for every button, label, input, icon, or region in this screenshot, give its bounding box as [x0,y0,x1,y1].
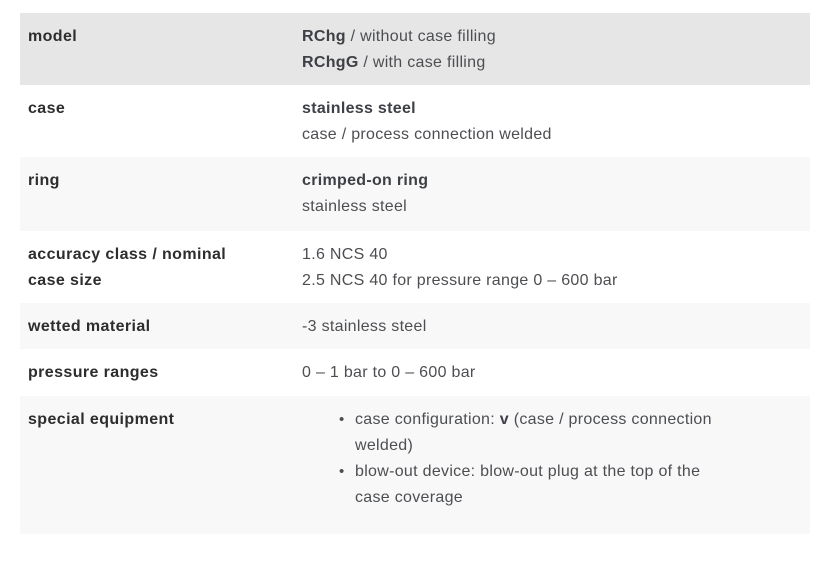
row-label-accuracy-class: accuracy class / nominal case size [28,246,227,289]
row-value-model [302,13,810,85]
row-value-ring [302,157,810,231]
list-item-case-configuration [302,407,727,459]
value-segment: case configuration: [355,411,500,428]
row-value-accuracy-class [302,231,810,303]
spec-row-ring [20,157,810,231]
special-equipment-list [302,407,727,511]
value-line [302,96,794,122]
value-segment-strong: RChg [302,28,346,45]
value-line [302,314,794,340]
value-segment: / without case filling [345,28,496,45]
value-line [302,194,794,220]
spec-row-pressure-ranges [20,349,810,396]
row-label-model: model [28,28,78,45]
spec-row-wetted-material [20,303,810,349]
value-segment-strong: stainless steel [302,100,416,117]
spec-row-case [20,85,810,157]
bullet-icon: • [339,411,345,428]
row-value-pressure-ranges [302,349,810,396]
value-segment: 2.5 NCS 40 for pressure range 0 – 600 bar [302,272,618,289]
row-value-wetted-material [302,303,810,349]
value-segment: (case / process connection welded) [355,411,712,454]
row-label-case: case [28,100,66,117]
value-segment-strong: crimped-on ring [302,172,429,189]
value-line [302,122,794,148]
value-segment-strong: v [499,411,509,428]
value-line [302,242,794,268]
value-segment-strong: RChgG [302,54,359,71]
value-segment: 0 – 1 bar to 0 – 600 bar [302,364,476,381]
value-line [302,168,794,194]
value-line [302,50,794,76]
row-value-special-equipment [302,396,810,534]
spec-row-accuracy-class [20,231,810,303]
spec-row-special-equipment [20,396,810,534]
spec-row-model [20,13,810,85]
row-label-pressure-ranges: pressure ranges [28,364,159,381]
value-segment: case / process connection welded [302,126,552,143]
value-segment: -3 stainless steel [302,318,427,335]
spec-table [20,13,810,534]
value-segment: stainless steel [302,198,407,215]
value-line [302,360,794,386]
value-segment: 1.6 NCS 40 [302,246,388,263]
list-item-blow-out-device [302,459,727,511]
bullet-icon: • [339,463,345,480]
row-label-ring: ring [28,172,60,189]
row-label-special-equipment: special equipment [28,411,175,428]
row-label-wetted-material: wetted material [28,318,151,335]
value-line [302,268,794,294]
row-value-case [302,85,810,157]
value-line [302,24,794,50]
value-segment: / with case filling [358,54,486,71]
value-segment: blow-out device: blow-out plug at the top of the case coverage [355,463,701,506]
